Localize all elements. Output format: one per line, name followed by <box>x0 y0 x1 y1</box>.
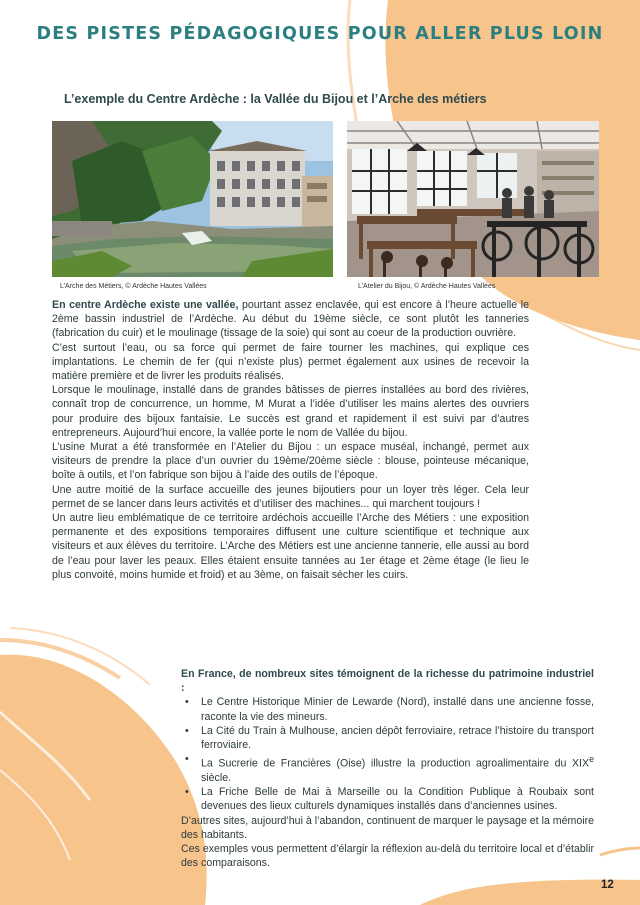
article-lead: En centre Ardèche existe une vallée, <box>52 299 239 311</box>
heritage-outro: D’autres sites, aujourd’hui à l’abandon, continuent de marquer le paysage et la mémoire des habitants. <box>181 814 594 841</box>
heritage-sites-box <box>181 667 594 870</box>
article-body <box>52 298 529 582</box>
bullet-icon: • <box>185 724 189 737</box>
list-item-text: La Cité du Train à Mulhouse, ancien dépôt ferroviaire, retrace l’histoire du transport ferroviaire. <box>201 724 594 752</box>
heritage-intro: En France, de nombreux sites témoignent de la richesse du patrimoine industriel : <box>181 668 594 695</box>
article-paragraph: Lorsque le moulinage, installé dans de grandes bâtisses de pierres installées au bord des rivières, connaît trop de concurrence, un homme, M Murat a l’idée d’utiliser les mains alertes des ouvriers pour produire des bijoux fantaisie. Le succès est grand et rapidement il est suivi par d’autres entrepreneurs. Aujourd’hui encore, la vallée porte le nom de Vallée du bijou. <box>52 384 529 439</box>
bullet-icon: • <box>185 753 189 766</box>
list-item-text: La Sucrerie de Francières (Oise) illustre la production agroalimentaire du XIX <box>201 757 590 770</box>
photo-caption-right: L’Atelier du Bijou, © Ardèche Hautes Vallées <box>358 283 496 290</box>
page-number: 12 <box>601 879 614 891</box>
photo-caption-left: L’Arche des Métiers, © Ardèche Hautes Vallées <box>60 283 207 290</box>
heritage-outro: Ces exemples vous permettent d’élargir la réflexion au-delà du territoire local et d’établir des comparaisons. <box>181 842 594 870</box>
list-item <box>181 724 594 752</box>
heritage-list <box>181 695 594 813</box>
list-item <box>181 785 594 813</box>
superscript: e <box>589 754 594 765</box>
photo-arche-des-metiers <box>52 121 333 277</box>
list-item-text: siècle. <box>201 771 232 784</box>
section-subtitle: L’exemple du Centre Ardèche : la Vallée du Bijou et l’Arche des métiers <box>64 92 487 106</box>
article-paragraph: C’est surtout l’eau, ou sa force qui permet de faire tourner les machines, qui explique ces implantations. Le chemin de fer (qui n’existe plus) permet également aux usines de recevoir la matière première et de livrer les produits réalisés. <box>52 341 529 383</box>
bullet-icon: • <box>185 696 189 709</box>
article-paragraph <box>52 298 529 341</box>
bullet-icon: • <box>185 786 189 799</box>
page-title: DES PISTES PÉDAGOGIQUES POUR ALLER PLUS LOIN <box>36 24 604 44</box>
list-item <box>181 752 594 785</box>
article-paragraph: Un autre lieu emblématique de ce territoire ardéchois accueille l’Arche des Métiers : une exposition permanente et des expositions temporaires diffusent une culture scientifique et technique aux visiteurs et aux élèves du territoire. L’Arche des Métiers est une ancienne tannerie, elle aussi au bord de l’eau pour laver les peaux. Elles étaient ensuite tannées au 1er étage et 2ème étage (le lieu le plus convoité, moins humide et froid) et au 3ème, on faisait sécher les cuirs. <box>52 512 529 581</box>
article-paragraph: Une autre moitié de la surface accueille des jeunes bijoutiers pour un loyer très léger. Cela leur permet de se lancer dans leurs activités et d’utiliser des machines... qui marchent toujours ! <box>52 483 529 510</box>
article-text: pourtant assez enclavée, qui est encore à l’heure actuelle le 2ème bassin industriel de l’Ardèche. Au début du 19ème siècle, ce sont plutôt les tanneries (fabrication du cuir) et le moulinage (tissage de la soie) qui sont au coeur de la production ouvrière. <box>52 299 529 340</box>
photo-atelier-du-bijou <box>347 121 599 277</box>
article-paragraph: L’usine Murat a été transformée en l’Atelier du Bijou : un espace muséal, inchangé, permet aux visiteurs de prendre la place d’un ouvrier du 19ème/20ème siècle : blouse, pointeuse mécanique, boîte à outils, et l’on fabrique son bijou à l’aide des outils de l’époque. <box>52 441 529 482</box>
list-item <box>181 695 594 723</box>
list-item-text: La Friche Belle de Mai à Marseille ou la Condition Publique à Roubaix sont devenues des lieux culturels dynamiques installés dans d’anciennes usines. <box>201 786 594 813</box>
list-item-text: Le Centre Historique Minier de Lewarde (Nord), installé dans une ancienne fosse, raconte la vie des mineurs. <box>201 696 594 723</box>
